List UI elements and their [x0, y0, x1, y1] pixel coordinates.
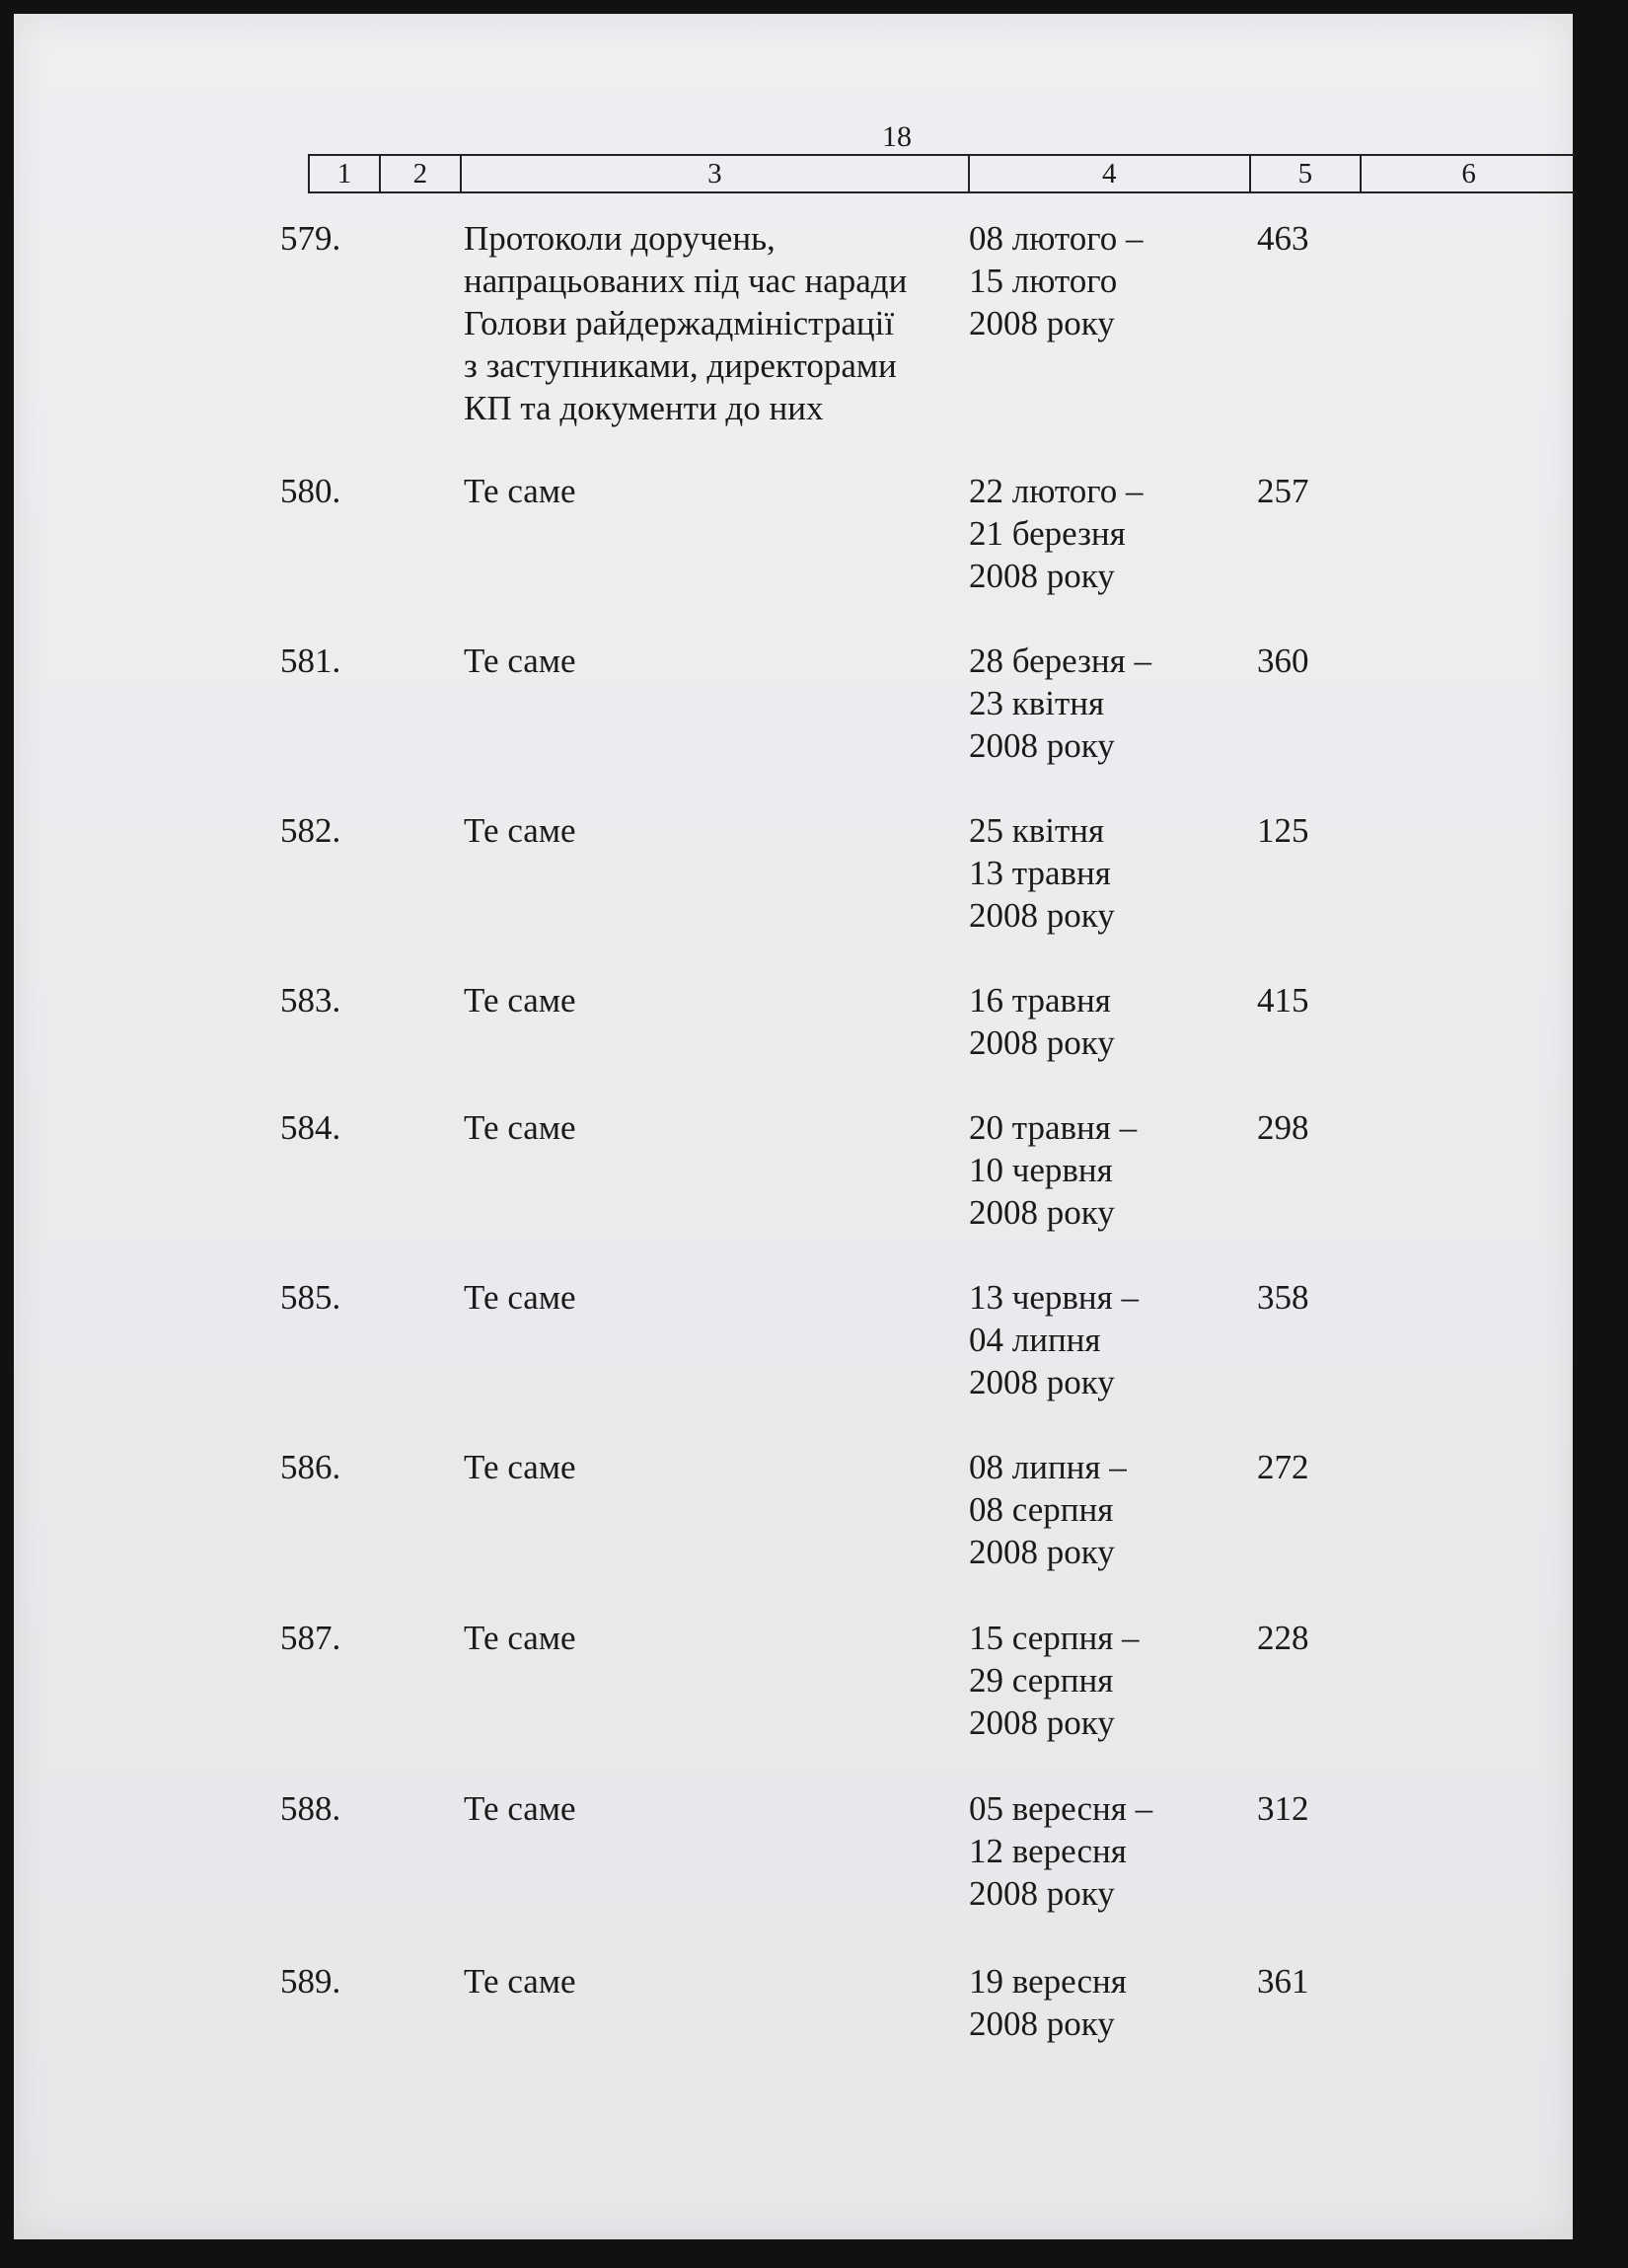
- case-sheet-count: 125: [1257, 811, 1309, 850]
- case-dates: 05 вересня – 12 вересня 2008 року: [969, 1789, 1153, 1913]
- table-body: [14, 14, 1573, 2239]
- case-number: 586.: [280, 1448, 341, 1486]
- document-sheet: [14, 14, 1573, 2239]
- case-dates: 08 лютого – 15 лютого 2008 року: [969, 219, 1144, 342]
- case-dates: 08 липня – 08 серпня 2008 року: [969, 1448, 1127, 1571]
- case-title: Те саме: [464, 642, 576, 680]
- case-number: 585.: [280, 1278, 341, 1317]
- case-dates: 19 вересня 2008 року: [969, 1962, 1127, 2043]
- case-sheet-count: 361: [1257, 1962, 1309, 2001]
- case-title: Те саме: [464, 1962, 576, 2001]
- case-dates: 16 травня 2008 року: [969, 981, 1115, 1062]
- case-title: Те саме: [464, 472, 576, 510]
- case-title: Те саме: [464, 981, 576, 1020]
- header-cell-2: 2: [381, 156, 462, 191]
- case-title: Те саме: [464, 1448, 576, 1486]
- case-number: 587.: [280, 1619, 341, 1657]
- header-cell-4: 4: [970, 156, 1251, 191]
- header-cell-5: 5: [1251, 156, 1363, 191]
- case-sheet-count: 360: [1257, 642, 1309, 680]
- case-sheet-count: 228: [1257, 1619, 1309, 1657]
- case-title: Те саме: [464, 1278, 576, 1317]
- case-number: 588.: [280, 1789, 341, 1828]
- case-title: Те саме: [464, 811, 576, 850]
- case-dates: 20 травня – 10 червня 2008 року: [969, 1108, 1138, 1232]
- case-sheet-count: 358: [1257, 1278, 1309, 1317]
- case-title: Те саме: [464, 1108, 576, 1147]
- page-number: 18: [882, 120, 912, 153]
- case-number: 583.: [280, 981, 341, 1020]
- header-cell-1: 1: [310, 156, 381, 191]
- case-dates: 15 серпня – 29 серпня 2008 року: [969, 1619, 1140, 1742]
- case-sheet-count: 257: [1257, 472, 1309, 510]
- case-dates: 25 квітня 13 травня 2008 року: [969, 811, 1115, 935]
- header-cell-6: 6: [1461, 157, 1476, 189]
- case-sheet-count: 272: [1257, 1448, 1309, 1486]
- case-sheet-count: 463: [1257, 219, 1309, 258]
- case-number: 580.: [280, 472, 341, 510]
- header-cell-3: 3: [462, 156, 970, 191]
- case-title: Те саме: [464, 1789, 576, 1828]
- case-number: 589.: [280, 1962, 341, 2001]
- case-sheet-count: 415: [1257, 981, 1309, 1020]
- case-dates: 28 березня – 23 квітня 2008 року: [969, 642, 1151, 765]
- case-number: 582.: [280, 811, 341, 850]
- case-sheet-count: 312: [1257, 1789, 1309, 1828]
- case-number: 584.: [280, 1108, 341, 1147]
- case-number: 581.: [280, 642, 341, 680]
- case-title: Протоколи доручень, напрацьованих під час наради Голови райдержадміністрації з заступниками, директорами КП та документи до них: [464, 219, 908, 427]
- case-dates: 13 червня – 04 липня 2008 року: [969, 1278, 1139, 1401]
- case-number: 579.: [280, 219, 341, 258]
- case-title: Те саме: [464, 1619, 576, 1657]
- case-sheet-count: 298: [1257, 1108, 1309, 1147]
- case-dates: 22 лютого – 21 березня 2008 року: [969, 472, 1144, 595]
